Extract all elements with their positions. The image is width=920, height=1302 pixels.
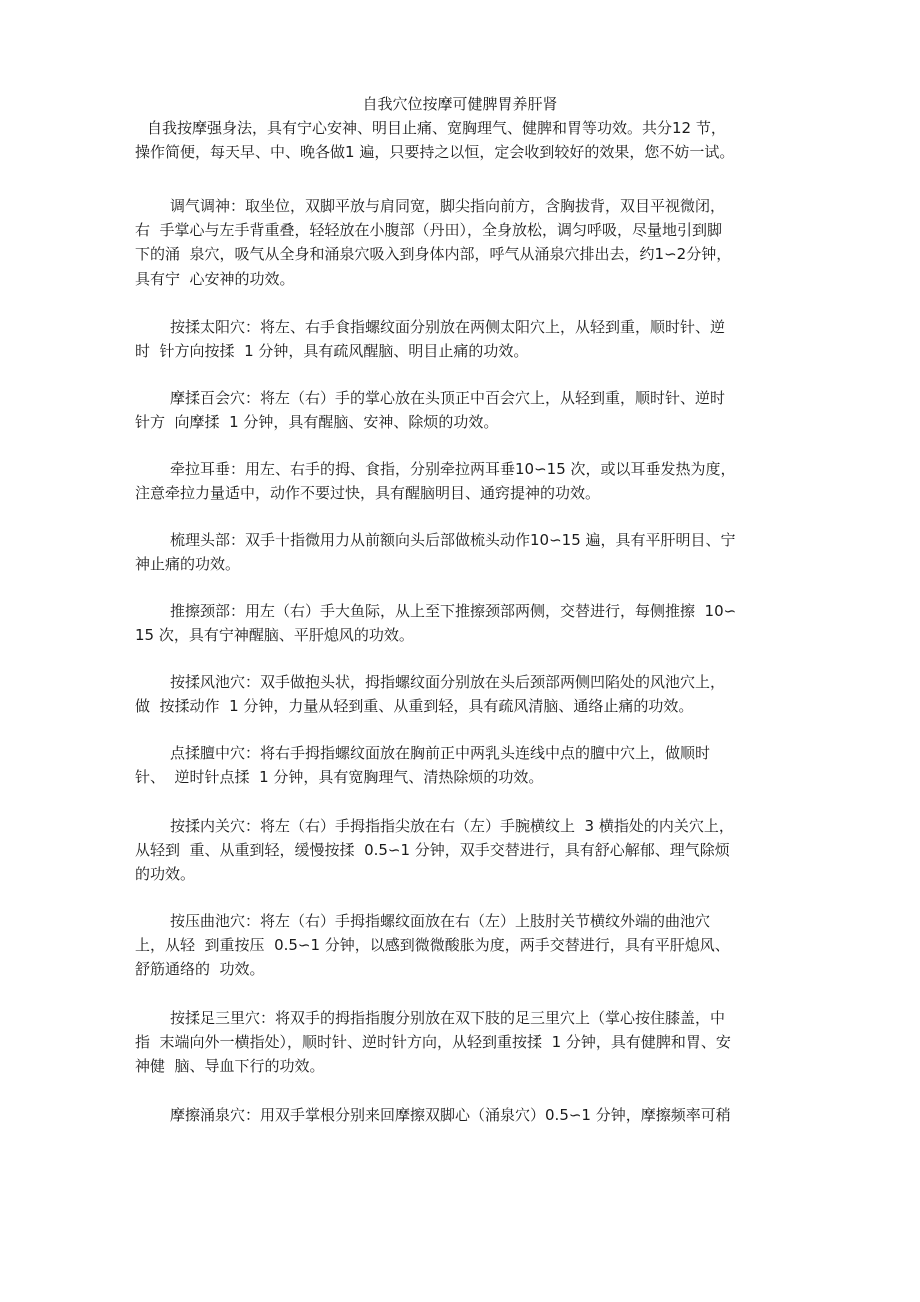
- paragraph-line: 神止痛的功效。: [135, 555, 241, 574]
- paragraph-line: 牵拉耳垂：用左、右手的拇、食指，分别牵拉两耳垂10∽15 次，或以耳垂发热为度，: [170, 460, 736, 478]
- paragraph-line: 的功效。: [135, 865, 196, 884]
- paragraph-line: 注意牵拉力量适中，动作不要过快，具有醒脑明目、通窍提神的功效。: [135, 484, 601, 503]
- paragraph: [135, 814, 795, 887]
- paragraph-line: 推擦颈部：用左（右）手大鱼际，从上至下推擦颈部两侧，交替进行，每侧推擦 10∽: [170, 602, 737, 620]
- paragraph-line: 操作简便，每天早、中、晚各做1 遍，只要持之以恒，定会收到较好的效果，您不妨一试。: [135, 143, 735, 162]
- paragraph-line: 按压曲池穴：将左（右）手拇指螺纹面放在右（左）上肢肘关节横纹外端的曲池穴: [170, 912, 711, 930]
- paragraph-line: 点揉膻中穴：将右手拇指螺纹面放在胸前正中两乳头连线中点的膻中穴上，做顺时: [170, 744, 711, 762]
- paragraph: [135, 528, 795, 576]
- paragraph: [135, 741, 795, 789]
- paragraph-line: 按揉内关穴：将左（右）手拇指指尖放在右（左）手腕横纹上 3 横指处的内关穴上，: [170, 817, 734, 835]
- document-title: 自我穴位按摩可健脾胃养肝肾: [362, 95, 558, 113]
- paragraph-line: 梳理头部：双手十指微用力从前额向头后部做梳头动作10∽15 遍，具有平肝明目、宁: [170, 531, 736, 549]
- paragraph-line: 摩揉百会穴：将左（右）手的掌心放在头顶正中百会穴上，从轻到重，顺时针、逆时: [170, 389, 726, 407]
- paragraph-line: 摩擦涌泉穴：用双手掌根分别来回摩擦双脚心（涌泉穴）0.5∽1 分钟，摩擦频率可稍: [170, 1106, 731, 1124]
- paragraph: [135, 599, 795, 647]
- paragraph-line: 针、 逆时针点揉 1 分钟，具有宽胸理气、清热除烦的功效。: [135, 768, 544, 787]
- paragraph-line: 按揉风池穴：双手做抱头状，拇指螺纹面分别放在头后颈部两侧凹陷处的风池穴上，: [170, 673, 726, 691]
- paragraph-line: 舒筋通络的 功效。: [135, 960, 265, 979]
- paragraph: [135, 670, 795, 718]
- paragraph-line: 做 按揉动作 1 分钟，力量从轻到重、从重到轻，具有疏风清脑、通络止痛的功效。: [135, 697, 694, 716]
- paragraph-line: 上，从轻 到重按压 0.5∽1 分钟，以感到微微酸胀为度，两手交替进行，具有平肝熄风、: [135, 936, 730, 955]
- paragraph: [135, 315, 795, 363]
- paragraph-line: 下的涌 泉穴，吸气从全身和涌泉穴吸入到身体内部，呼气从涌泉穴排出去，约1∽2分钟，: [135, 245, 732, 264]
- paragraph-line: 调气调神：取坐位，双脚平放与肩同宽，脚尖指向前方，含胸拔背，双目平视微闭，: [170, 197, 726, 215]
- paragraph-line: 右 手掌心与左手背重叠，轻轻放在小腹部（丹田），全身放松，调匀呼吸，尽量地引到脚: [135, 221, 723, 240]
- paragraph-line: 神健 脑、导血下行的功效。: [135, 1057, 325, 1076]
- paragraph: [135, 1006, 795, 1079]
- paragraph: [135, 386, 795, 434]
- paragraph-line: 从轻到 重、从重到轻，缓慢按揉 0.5∽1 分钟，双手交替进行，具有舒心解郁、理气除烦: [135, 841, 730, 860]
- paragraph: [135, 194, 795, 291]
- paragraph: [135, 1103, 795, 1127]
- paragraph-line: 指 末端向外一横指处），顺时针、逆时针方向，从轻到重按揉 1 分钟，具有健脾和胃、安: [135, 1033, 731, 1052]
- paragraph-line: 按揉太阳穴：将左、右手食指螺纹面分别放在两侧太阳穴上，从轻到重，顺时针、逆: [170, 318, 726, 336]
- paragraph: [135, 457, 795, 505]
- paragraph-line: 15 次，具有宁神醒脑、平肝熄风的功效。: [135, 626, 414, 645]
- paragraph-line: 针方 向摩揉 1 分钟，具有醒脑、安神、除烦的功效。: [135, 413, 499, 432]
- paragraph: [135, 116, 795, 164]
- paragraph-line: 按揉足三里穴：将双手的拇指指腹分别放在双下肢的足三里穴上（掌心按住膝盖，中: [170, 1009, 726, 1027]
- paragraph-line: 时 针方向按揉 1 分钟，具有疏风醒脑、明目止痛的功效。: [135, 342, 529, 361]
- paragraph: [135, 909, 795, 982]
- paragraph-line: 具有宁 心安神的功效。: [135, 269, 295, 288]
- paragraph-line: 自我按摩强身法，具有宁心安神、明目止痛、宽胸理气、健脾和胃等功效。共分12 节，: [147, 119, 726, 137]
